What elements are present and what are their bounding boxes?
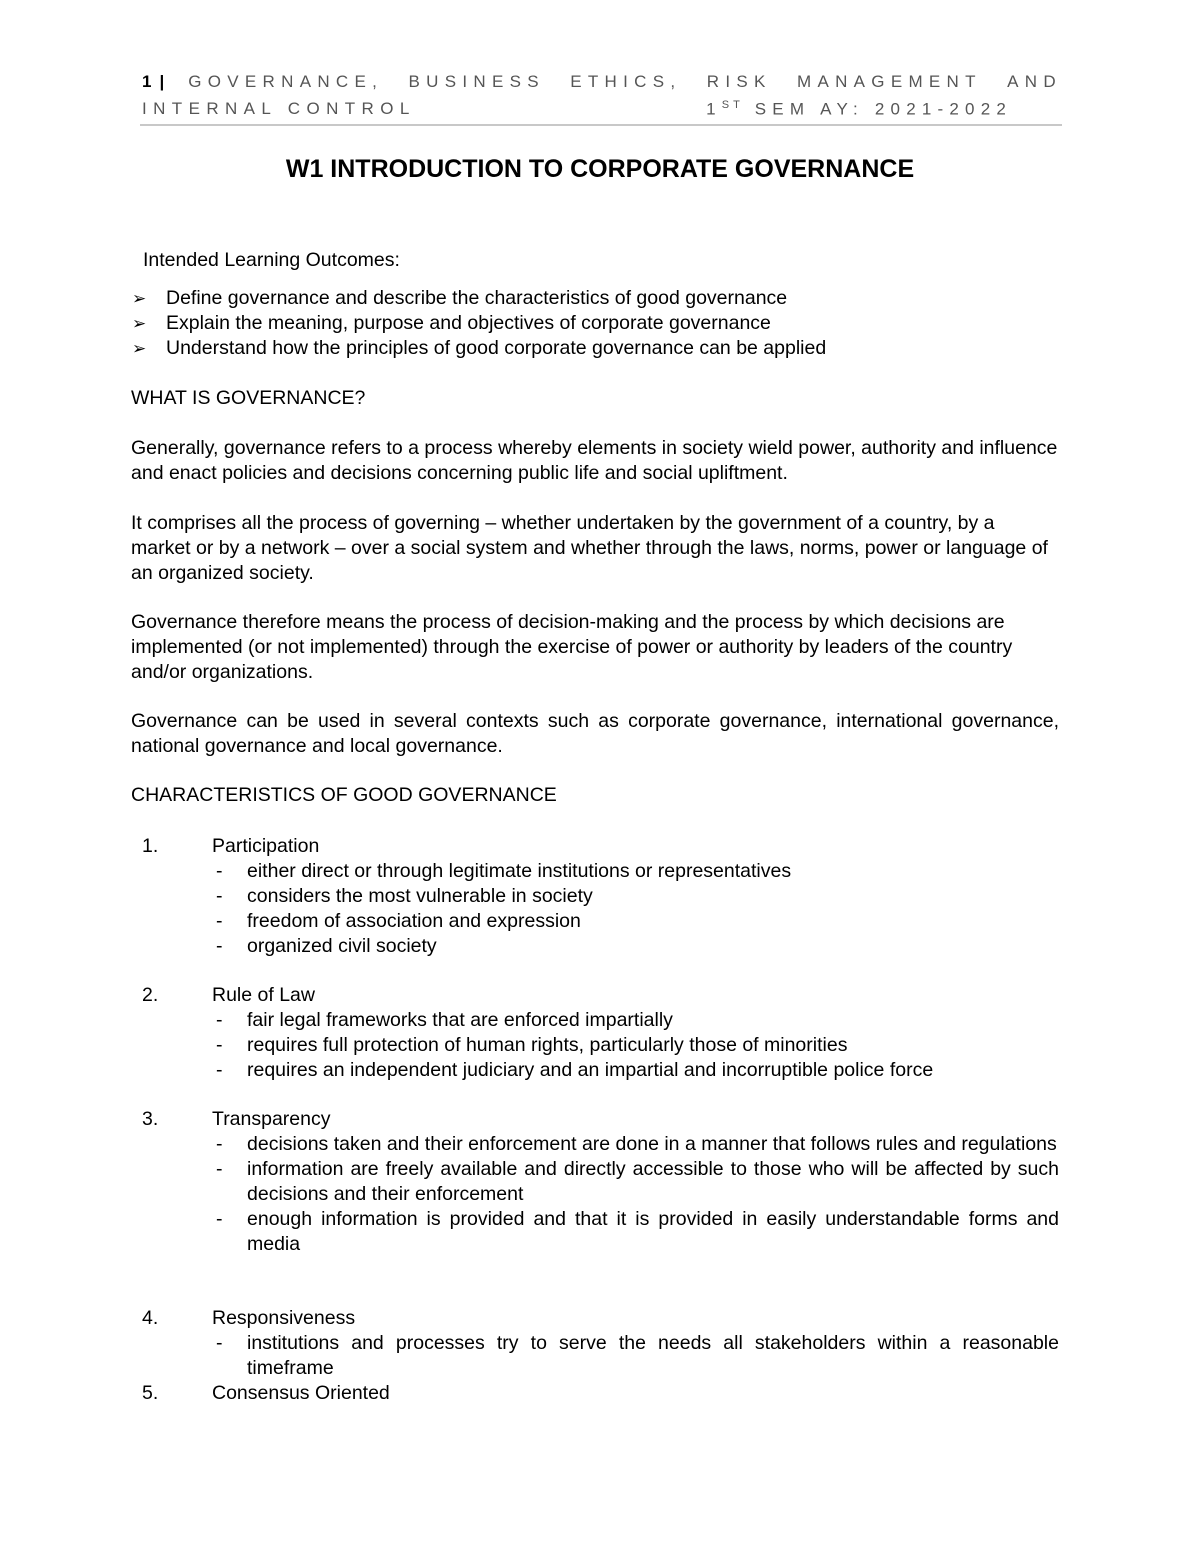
running-header-line2 bbox=[142, 99, 1062, 120]
header-word: GOVERNANCE, bbox=[188, 72, 384, 91]
arrow-bullet-icon: ➢ bbox=[132, 339, 147, 358]
list-item: - enough information is provided and that it is provided in easily understandable forms and media bbox=[216, 1208, 1059, 1255]
header-word: AND bbox=[1007, 72, 1062, 91]
list-item bbox=[132, 336, 826, 361]
list-item: - freedom of association and expression bbox=[216, 910, 581, 932]
section-heading: WHAT IS GOVERNANCE? bbox=[131, 387, 366, 409]
list-item: - fair legal frameworks that are enforced impartially bbox=[216, 1009, 673, 1031]
page-number: 1 bbox=[142, 72, 152, 91]
outcome-text: Define governance and describe the characteristics of good governance bbox=[166, 287, 788, 309]
item-number: 3. bbox=[142, 1108, 159, 1130]
list-item: - institutions and processes try to serve the needs all stakeholders within a reasonable timeframe bbox=[216, 1332, 1059, 1379]
sub-list bbox=[212, 1008, 1059, 1083]
paragraph: It comprises all the process of governing – whether undertaken by the government of a country, by a market or by a network – over a social system and whether through the laws, norms, power or language of an organized society. bbox=[131, 512, 1048, 584]
item-number: 5. bbox=[142, 1382, 159, 1404]
list-item bbox=[132, 286, 826, 311]
header-semester bbox=[706, 99, 1012, 120]
sub-list bbox=[212, 1331, 1059, 1381]
learning-outcomes-heading: Intended Learning Outcomes: bbox=[143, 249, 400, 271]
page-title: W1 INTRODUCTION TO CORPORATE GOVERNANCE bbox=[285, 155, 915, 183]
sem-suffix: SEM AY: 2021-2022 bbox=[743, 99, 1012, 119]
header-word: MANAGEMENT bbox=[796, 72, 982, 91]
outcome-text: Understand how the principles of good corporate governance can be applied bbox=[166, 337, 827, 359]
paragraph: Governance can be used in several contexts such as corporate governance, international governance, national governance and local governance. bbox=[131, 710, 1059, 757]
list-item: - organized civil society bbox=[216, 935, 437, 957]
item-label: Rule of Law bbox=[212, 984, 315, 1006]
header-word: RISK bbox=[706, 72, 772, 91]
list-item: - requires an independent judiciary and an impartial and incorruptible police force bbox=[216, 1059, 934, 1081]
section-heading: CHARACTERISTICS OF GOOD GOVERNANCE bbox=[131, 784, 557, 806]
sem-superscript: ST bbox=[721, 99, 744, 111]
list-item: - decisions taken and their enforcement are done in a manner that follows rules and regulations bbox=[216, 1133, 1057, 1155]
running-header-line1 bbox=[142, 72, 1062, 92]
list-item: - considers the most vulnerable in society bbox=[216, 885, 593, 907]
paragraph: Governance therefore means the process of decision-making and the process by which decisions are implemented (or not implemented) through the exercise of power or authority by leaders of the country and/or organizations. bbox=[131, 611, 1013, 683]
item-number: 1. bbox=[142, 835, 159, 857]
header-separator: | bbox=[159, 72, 165, 91]
item-number: 2. bbox=[142, 984, 159, 1006]
sub-list bbox=[212, 1132, 1059, 1257]
item-number: 4. bbox=[142, 1307, 159, 1329]
arrow-bullet-icon: ➢ bbox=[132, 289, 147, 308]
paragraph: Generally, governance refers to a process whereby elements in society wield power, authority and influence and enact policies and decisions concerning public life and social upliftment. bbox=[131, 437, 1058, 484]
learning-outcomes-list bbox=[132, 286, 826, 361]
item-label: Consensus Oriented bbox=[212, 1382, 390, 1404]
list-item: - either direct or through legitimate institutions or representatives bbox=[216, 860, 792, 882]
header-word: ETHICS, bbox=[570, 72, 682, 91]
outcome-text: Explain the meaning, purpose and objectives of corporate governance bbox=[166, 312, 771, 334]
item-label: Participation bbox=[212, 835, 320, 857]
header-divider bbox=[140, 124, 1062, 126]
list-item: - requires full protection of human rights, particularly those of minorities bbox=[216, 1034, 848, 1056]
header-word: BUSINESS bbox=[408, 72, 545, 91]
sub-list bbox=[212, 859, 1059, 959]
arrow-bullet-icon: ➢ bbox=[132, 314, 147, 333]
item-label: Responsiveness bbox=[212, 1307, 356, 1329]
item-label: Transparency bbox=[212, 1108, 331, 1130]
header-course-title-cont: INTERNAL CONTROL bbox=[142, 99, 416, 118]
list-item bbox=[132, 311, 826, 336]
list-item: - information are freely available and directly accessible to those who will be affected by such decisions and their enforcement bbox=[216, 1158, 1059, 1205]
sem-prefix: 1 bbox=[706, 99, 722, 119]
header-course-title bbox=[188, 72, 1062, 92]
